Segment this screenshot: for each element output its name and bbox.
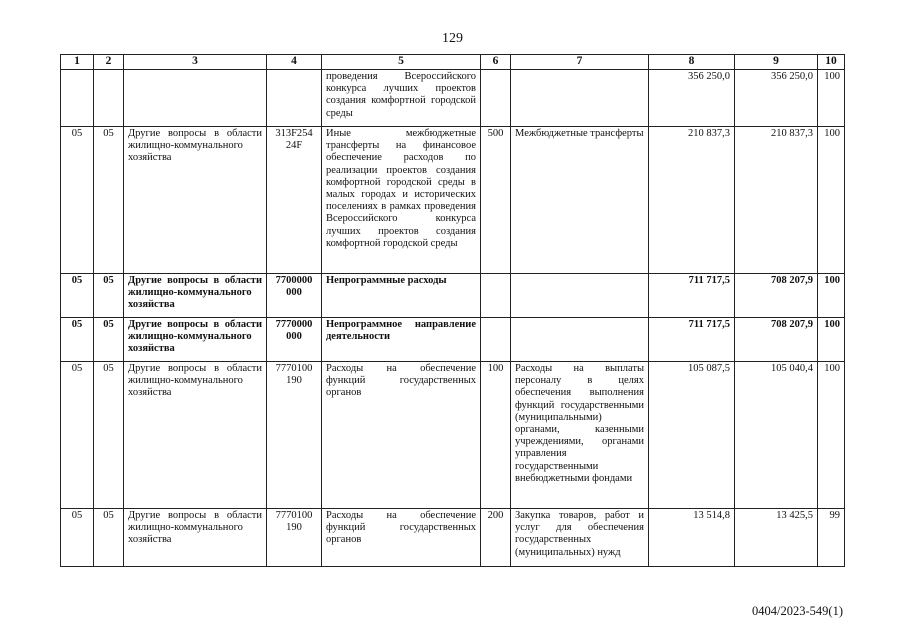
header-cell: 5 [322,55,481,70]
expense-type-code [481,274,511,318]
execution-percent: 100 [818,318,845,362]
execution-percent: 100 [818,274,845,318]
expense-type-code [481,70,511,127]
target-article-code: 7770000 000 [267,318,322,362]
expense-type-code: 200 [481,509,511,567]
target-article-name: Непрограммные расходы [322,274,481,318]
header-row [61,55,845,70]
subsection-code: 05 [94,274,124,318]
section-code: 05 [61,509,94,567]
planned-amount: 711 717,5 [649,274,735,318]
target-article-name: Иные межбюджетные трансферты на финансовое обеспечение расходов по реализации проектов создания комфортной городской среды в малых городах и исторических поселениях в рамках проведения Всероссийского конкурса лучших проектов создания комфортной городской среды [322,127,481,274]
planned-amount: 13 514,8 [649,509,735,567]
execution-percent: 99 [818,509,845,567]
expense-type-code: 100 [481,362,511,509]
execution-percent: 100 [818,362,845,509]
subsection-code: 05 [94,362,124,509]
executed-amount: 708 207,9 [735,318,818,362]
expense-type-name [511,274,649,318]
subsection-name [124,70,267,127]
header-cell: 8 [649,55,735,70]
section-code: 05 [61,362,94,509]
table-row [61,362,845,509]
expense-type-name [511,70,649,127]
budget-table [60,54,845,567]
document-code: 0404/2023-549(1) [752,604,843,618]
expense-type-name: Закупка товаров, работ и услуг для обеспечения государственных (муниципальных) нужд [511,509,649,567]
header-cell: 1 [61,55,94,70]
subsection-name: Другие вопросы в области жилищно-коммунального хозяйства [124,318,267,362]
section-code: 05 [61,127,94,274]
table-row [61,127,845,274]
section-code [61,70,94,127]
header-cell: 10 [818,55,845,70]
subsection-code: 05 [94,318,124,362]
target-article-code: 7770100 190 [267,362,322,509]
header-cell: 9 [735,55,818,70]
subsection-name: Другие вопросы в области жилищно-коммунального хозяйства [124,362,267,509]
expense-type-code [481,318,511,362]
target-article-code: 7770100 190 [267,509,322,567]
header-cell: 4 [267,55,322,70]
expense-type-code: 500 [481,127,511,274]
expense-type-name: Межбюджетные трансферты [511,127,649,274]
target-article-code: 7700000 000 [267,274,322,318]
subsection-code: 05 [94,509,124,567]
executed-amount: 708 207,9 [735,274,818,318]
table-row [61,509,845,567]
header-cell: 3 [124,55,267,70]
execution-percent: 100 [818,127,845,274]
subsection-name: Другие вопросы в области жилищно-коммунального хозяйства [124,127,267,274]
executed-amount: 356 250,0 [735,70,818,127]
expense-type-name [511,318,649,362]
planned-amount: 210 837,3 [649,127,735,274]
table-row [61,274,845,318]
execution-percent: 100 [818,70,845,127]
subsection-name: Другие вопросы в области жилищно-коммунального хозяйства [124,509,267,567]
page-number: 129 [442,31,463,46]
target-article-name: проведения Всероссийского конкурса лучших проектов создания комфортной городской среды [322,70,481,127]
planned-amount: 711 717,5 [649,318,735,362]
planned-amount: 356 250,0 [649,70,735,127]
subsection-code [94,70,124,127]
subsection-name: Другие вопросы в области жилищно-коммунального хозяйства [124,274,267,318]
header-cell: 7 [511,55,649,70]
header-cell: 6 [481,55,511,70]
section-code: 05 [61,274,94,318]
target-article-code: 313F254 24F [267,127,322,274]
planned-amount: 105 087,5 [649,362,735,509]
table-row [61,318,845,362]
target-article-code [267,70,322,127]
executed-amount: 13 425,5 [735,509,818,567]
header-cell: 2 [94,55,124,70]
executed-amount: 210 837,3 [735,127,818,274]
section-code: 05 [61,318,94,362]
target-article-name: Расходы на обеспечение функций государственных органов [322,362,481,509]
subsection-code: 05 [94,127,124,274]
target-article-name: Непрограммное направление деятельности [322,318,481,362]
target-article-name: Расходы на обеспечение функций государственных органов [322,509,481,567]
table-row [61,70,845,127]
executed-amount: 105 040,4 [735,362,818,509]
expense-type-name: Расходы на выплаты персоналу в целях обеспечения выполнения функций государственными (муниципальными) органами, казенными учреждениями, органами управления государственными внебюджетными фондами [511,362,649,509]
